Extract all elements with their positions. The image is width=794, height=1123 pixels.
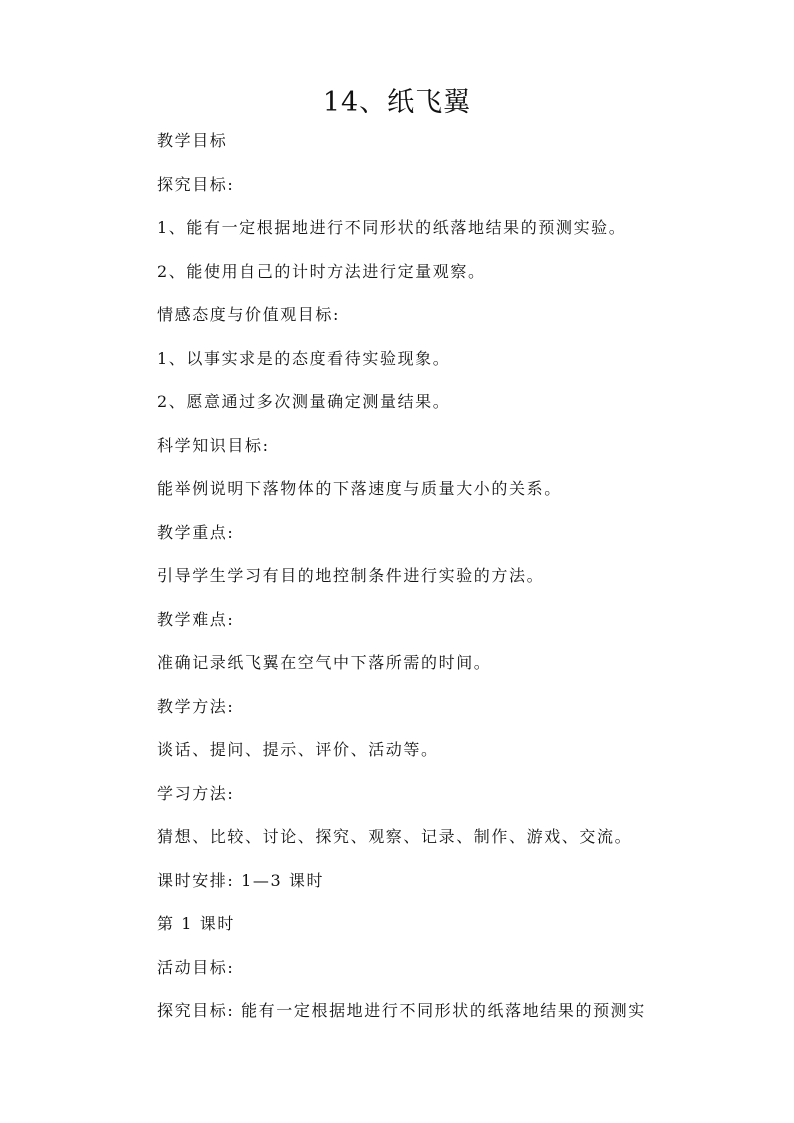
subheading-attitude-goals: 情感态度与价值观目标:: [157, 305, 340, 324]
learning-methods-text: 猜想、比较、讨论、探究、观察、记录、制作、游戏、交流。: [157, 827, 633, 846]
subheading-key-points: 教学重点:: [157, 522, 235, 542]
activity-inquiry-goal-text: 探究目标: 能有一定根据地进行不同形状的纸落地结果的预测实: [157, 1001, 646, 1020]
inquiry-goal-item-1: 1、能有一定根据地进行不同形状的纸落地结果的预测实验。: [157, 218, 627, 237]
document-body: [157, 126, 717, 1040]
schedule-text: 课时安排: 1—3 课时: [157, 870, 325, 890]
inquiry-goal-item-2: 2、能使用自己的计时方法进行定量观察。: [157, 261, 486, 281]
heading-teaching-goals: 教学目标: [157, 131, 228, 150]
lesson-number: 第 1 课时: [157, 914, 235, 933]
subheading-activity-goals: 活动目标:: [157, 957, 235, 977]
knowledge-goal-text: 能举例说明下落物体的下落速度与质量大小的关系。: [157, 479, 562, 498]
attitude-goal-item-2: 2、愿意通过多次测量确定测量结果。: [157, 392, 451, 411]
subheading-learning-methods: 学习方法:: [157, 783, 235, 803]
subheading-knowledge-goals: 科学知识目标:: [157, 435, 270, 455]
attitude-goal-item-1: 1、以事实求是的态度看待实验现象。: [157, 348, 451, 368]
subheading-difficulties: 教学难点:: [157, 609, 235, 629]
key-points-text: 引导学生学习有目的地控制条件进行实验的方法。: [157, 566, 545, 585]
document-title: 14、纸飞翼: [322, 87, 472, 118]
teaching-methods-text: 谈话、提问、提示、评价、活动等。: [157, 740, 439, 759]
difficulties-text: 准确记录纸飞翼在空气中下落所需的时间。: [157, 653, 492, 672]
subheading-inquiry-goals: 探究目标:: [157, 174, 235, 194]
subheading-teaching-methods: 教学方法:: [157, 696, 235, 716]
